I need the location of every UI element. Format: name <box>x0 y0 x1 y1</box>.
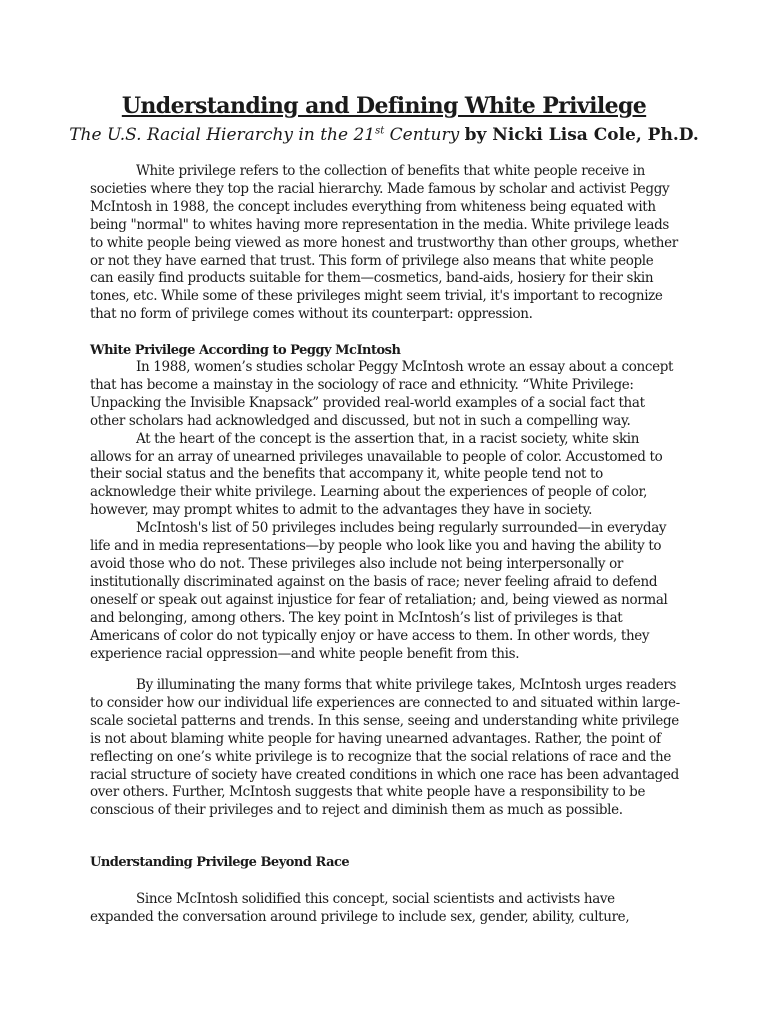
section-mcintosh-closing <box>90 677 680 820</box>
author-byline: by Nicki Lisa Cole, Ph.D. <box>464 125 699 145</box>
section-heading-mcintosh: White Privilege According to Peggy McIntosh <box>90 343 401 358</box>
section-beyond-race-body <box>90 891 680 927</box>
subtitle-text: The U.S. Racial Hierarchy in the 21 <box>69 125 376 145</box>
body-paragraph: Since McIntosh solidified this concept, social scientists and activists have expanded the conversation around privilege to include sex, gender, ability, culture, <box>90 891 630 925</box>
subtitle-superscript: st <box>375 125 385 137</box>
intro-paragraph: White privilege refers to the collection of benefits that white people receive in societies where they top the racial hierarchy. Made famous by scholar and activist Peggy McIntosh in 1988, the concept includes everything from whiteness being equated with being "normal" to whites having more representation in the media. White privilege leads to white people being viewed as more honest and trustworthy than other groups, whether or not they have earned that trust. This form of privilege also means that white people can easily find products suitable for them—cosmetics, band-aids, hosiery for their skin tones, etc. While some of these privileges might seem trivial, it's important to recognize that no form of privilege comes without its counterpart: oppression. <box>90 163 678 323</box>
body-paragraph: By illuminating the many forms that white privilege takes, McIntosh urges readers to consider how our individual life experiences are connected to and situated within large-scale societal patterns and trends. In this sense, seeing and understanding white privilege is not about blaming white people for having unearned advantages. Rather, the point of reflecting on one’s white privilege is to recognize that the social relations of race and the racial structure of society have created conditions in which one race has been advantaged over others. Further, McIntosh suggests that white people have a responsibility to be conscious of their privileges and to reject and diminish them as much as possible. <box>90 677 680 819</box>
subtitle-text-end: Century <box>384 125 460 145</box>
body-paragraph: In 1988, women’s studies scholar Peggy McIntosh wrote an essay about a concept that has become a mainstay in the sociology of race and ethnicity. “White Privilege: Unpacking the Invisible Knapsack” provided real-world examples of a social fact that other scholars had acknowledged and discussed, but not in such a compelling way. <box>90 359 674 429</box>
body-paragraph: At the heart of the concept is the assertion that, in a racist society, white skin allows for an array of unearned privileges unavailable to people of color. Accustomed to their social status and the benefits that accompany it, white people tend not to acknowledge their white privilege. Learning about the experiences of people of color, however, may prompt whites to admit to the advantages they have in society. <box>90 430 663 519</box>
body-paragraph: McIntosh's list of 50 privileges includes being regularly surrounded—in everyday life and in media representations—by people who look like you and having the ability to avoid those who do not. These privileges also include not being interpersonally or institutionally discriminated against on the basis of race; never feeling afraid to defend oneself or speak out against injustice for fear of retaliation; and, being viewed as normal and belonging, among others. The key point in McIntosh’s list of privileges is that Americans of color do not typically enjoy or have access to them. In other words, they experience racial oppression—and white people benefit from this. <box>90 520 668 662</box>
section-mcintosh-body <box>90 359 680 663</box>
section-heading-beyond-race: Understanding Privilege Beyond Race <box>90 855 350 870</box>
document-title: Understanding and Defining White Privilege <box>121 93 647 119</box>
document-subtitle <box>0 125 768 145</box>
intro-block <box>90 163 680 324</box>
